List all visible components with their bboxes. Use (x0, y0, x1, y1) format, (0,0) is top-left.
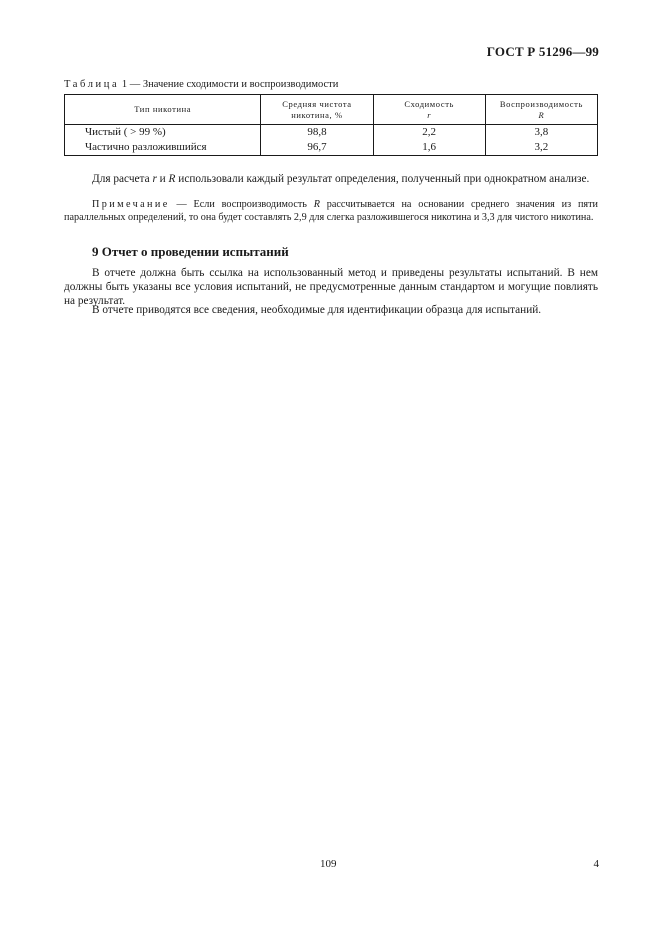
header-nicotine-type: Тип никотина (65, 95, 261, 125)
table-header-row (65, 95, 598, 125)
header-repeatability-symbol: r (427, 109, 432, 120)
header-reproducibility: Воспроизводимость R (485, 95, 597, 125)
cell-repeatability: 1,6 (373, 140, 485, 156)
cell-reproducibility: 3,8 (485, 125, 597, 141)
note-paragraph: Примечание — Если воспроизводимость R рассчитывается на основании среднего значения из пяти параллельных определений, то она будет составлять 2,9 для слегка разложившегося никотина и 3,3 для чистого никотина. (64, 199, 598, 223)
header-repeatability: Сходимость r (373, 95, 485, 125)
cell-type: Частично разложившийся (65, 140, 261, 156)
cell-reproducibility: 3,2 (485, 140, 597, 156)
paragraph-calculation: Для расчета r и R использовали каждый результат определения, полученный при однократном анализе. (92, 173, 590, 185)
note-label: Примечание (92, 199, 170, 210)
cell-type: Чистый ( > 99 %) (65, 125, 261, 141)
document-code: ГОСТ Р 51296—99 (486, 44, 599, 59)
section-heading: 9 Отчет о проведении испытаний (92, 244, 289, 259)
table-row (65, 140, 598, 156)
header-mean-purity: Средняя чистота никотина, % (261, 95, 373, 125)
results-table (64, 94, 598, 156)
sheet-number: 4 (593, 858, 599, 870)
header-reproducibility-symbol: R (538, 109, 545, 120)
table-caption-label: Таблица (64, 79, 120, 90)
page-number: 109 (320, 858, 337, 870)
paragraph-report-sample: В отчете приводятся все сведения, необходимые для идентификации образца для испытаний. (92, 304, 542, 316)
cell-purity: 98,8 (261, 125, 373, 141)
table-caption-title: — Значение сходимости и воспроизводимости (129, 79, 339, 90)
cell-repeatability: 2,2 (373, 125, 485, 141)
cell-purity: 96,7 (261, 140, 373, 156)
table-caption (64, 79, 338, 90)
table-row (65, 125, 598, 141)
paragraph-report-reference: В отчете должна быть ссылка на использованный метод и приведены результаты испытаний. В нем должны быть указаны все условия испытаний, не предусмотренные данным стандартом и могущие повлиять на результат. (64, 267, 598, 307)
table-caption-number: 1 (121, 79, 128, 90)
